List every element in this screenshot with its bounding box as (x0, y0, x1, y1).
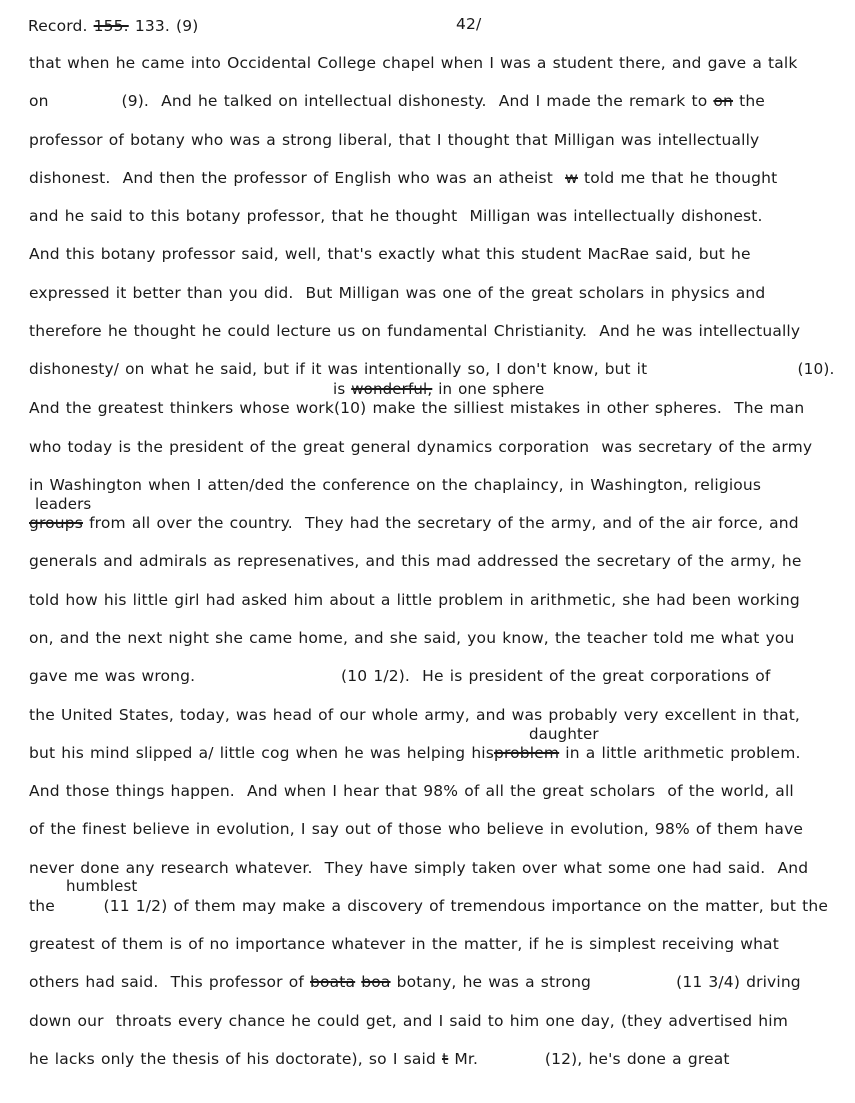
line-text: And this botany professor said, well, that's exactly what this student MacRae said, but he (29, 245, 751, 263)
text-line (29, 1014, 788, 1030)
text-line (29, 362, 835, 378)
record-label: Record. (28, 17, 88, 35)
text-line (29, 899, 828, 915)
text-line (29, 554, 802, 570)
page-number: 42/ (456, 15, 482, 33)
struck-text: t (442, 1050, 449, 1068)
text-line (29, 286, 765, 302)
line-text: that when he came into Occidental College chapel when I was a student there, and gave a talk (29, 54, 798, 72)
text-line (29, 746, 801, 762)
text-line (29, 1052, 730, 1068)
struck-text: groups (29, 514, 83, 532)
line-text: but his mind slipped a/ little cog when he was helping his (29, 744, 494, 762)
line-text: told me that he thought (577, 169, 778, 187)
line-text: dishonesty/ on what he said, but if it was intentionally so, I don't know, but it (10). (29, 360, 835, 378)
line-text: therefore he thought he could lecture us on fundamental Christianity. And he was intellectually (29, 322, 801, 340)
line-text: who today is the president of the great general dynamics corporation was secretary of the army (29, 438, 813, 456)
line-text: the (11 1/2) of them may make a discovery of tremendous importance on the matter, but the (29, 897, 829, 915)
line-text: leaders (35, 495, 92, 513)
interlinear-insertion (35, 497, 91, 512)
line-text: humblest (66, 877, 138, 895)
text-line (29, 478, 761, 494)
line-text: And those things happen. And when I hear that 98% of all the great scholars of the world, all (29, 782, 794, 800)
line-text: in Washington when I atten/ded the conference on the chaplaincy, in Washington, religious (29, 476, 762, 494)
line-text: dishonest. And then the professor of English who was an atheist (29, 169, 566, 187)
text-line (29, 133, 759, 149)
text-line (29, 861, 808, 877)
line-text: the United States, today, was head of our whole army, and was probably very excellent in that, (29, 706, 800, 724)
text-line (29, 937, 779, 953)
line-text: in one sphere (432, 380, 545, 398)
text-line (29, 56, 798, 72)
line-text: of the finest believe in evolution, I say out of those who believe in evolution, 98% of them have (29, 820, 804, 838)
text-line (29, 975, 801, 991)
interlinear-insertion (333, 382, 544, 397)
line-text: on, and the next night she came home, and she said, you know, the teacher told me what you (29, 629, 795, 647)
text-line (29, 784, 794, 800)
line-text: the (733, 92, 765, 110)
record-number: 133. (9) (134, 17, 199, 35)
line-text: he lacks only the thesis of his doctorate), so I said (29, 1050, 443, 1068)
line-text: down our throats every chance he could get, and I said to him one day, (they advertised him (29, 1012, 788, 1030)
line-text: botany, he was a strong (11 3/4) driving (390, 973, 801, 991)
text-line (29, 822, 803, 838)
text-line (29, 171, 777, 187)
struck-text: problem (493, 744, 560, 762)
line-text: others had said. This professor of (29, 973, 311, 991)
text-line (29, 593, 800, 609)
struck-text: w (565, 169, 578, 187)
struck-text: on (713, 92, 734, 110)
struck-text: boata (310, 973, 356, 991)
line-text: expressed it better than you did. But Milligan was one of the great scholars in physics and (29, 284, 766, 302)
interlinear-insertion (529, 727, 599, 742)
text-line (29, 247, 751, 263)
line-text: in a little arithmetic problem. (559, 744, 801, 762)
text-line (29, 708, 800, 724)
line-text: daughter (529, 725, 599, 743)
interlinear-insertion (66, 879, 137, 894)
line-text: greatest of them is of no importance whatever in the matter, if he is simplest receiving what (29, 935, 779, 953)
line-text: never done any research whatever. They have simply taken over what some one had said. And (29, 859, 809, 877)
text-line (29, 401, 804, 417)
line-text: and he said to this botany professor, that he thought Milligan was intellectually dishonest. (29, 207, 763, 225)
line-text: on (9). And he talked on intellectual dishonesty. And I made the remark to (29, 92, 714, 110)
text-line (29, 631, 795, 647)
line-text: told how his little girl had asked him about a little problem in arithmetic, she had been working (29, 591, 800, 609)
record-header (28, 19, 198, 35)
line-text: from all over the country. They had the secretary of the army, and of the air force, and (83, 514, 799, 532)
line-text: generals and admirals as represenatives, and this mad addressed the secretary of the army, he (29, 552, 802, 570)
text-line (29, 516, 799, 532)
line-text: is (333, 380, 352, 398)
struck-text: boa (361, 973, 391, 991)
line-text: gave me was wrong. (10 1/2). He is president of the great corporations of (29, 667, 771, 685)
line-text: And the greatest thinkers whose work(10) make the silliest mistakes in other spheres. The man (29, 399, 805, 417)
text-line (29, 440, 812, 456)
text-line (29, 324, 800, 340)
text-line (29, 669, 771, 685)
text-line (29, 94, 765, 110)
line-text: Mr. (12), he's done a great (448, 1050, 730, 1068)
text-line (29, 209, 763, 225)
struck-text: wonderful, (351, 380, 433, 398)
record-struck-number: 155. (93, 17, 129, 35)
line-text: professor of botany who was a strong liberal, that I thought that Milligan was intellectually (29, 131, 760, 149)
